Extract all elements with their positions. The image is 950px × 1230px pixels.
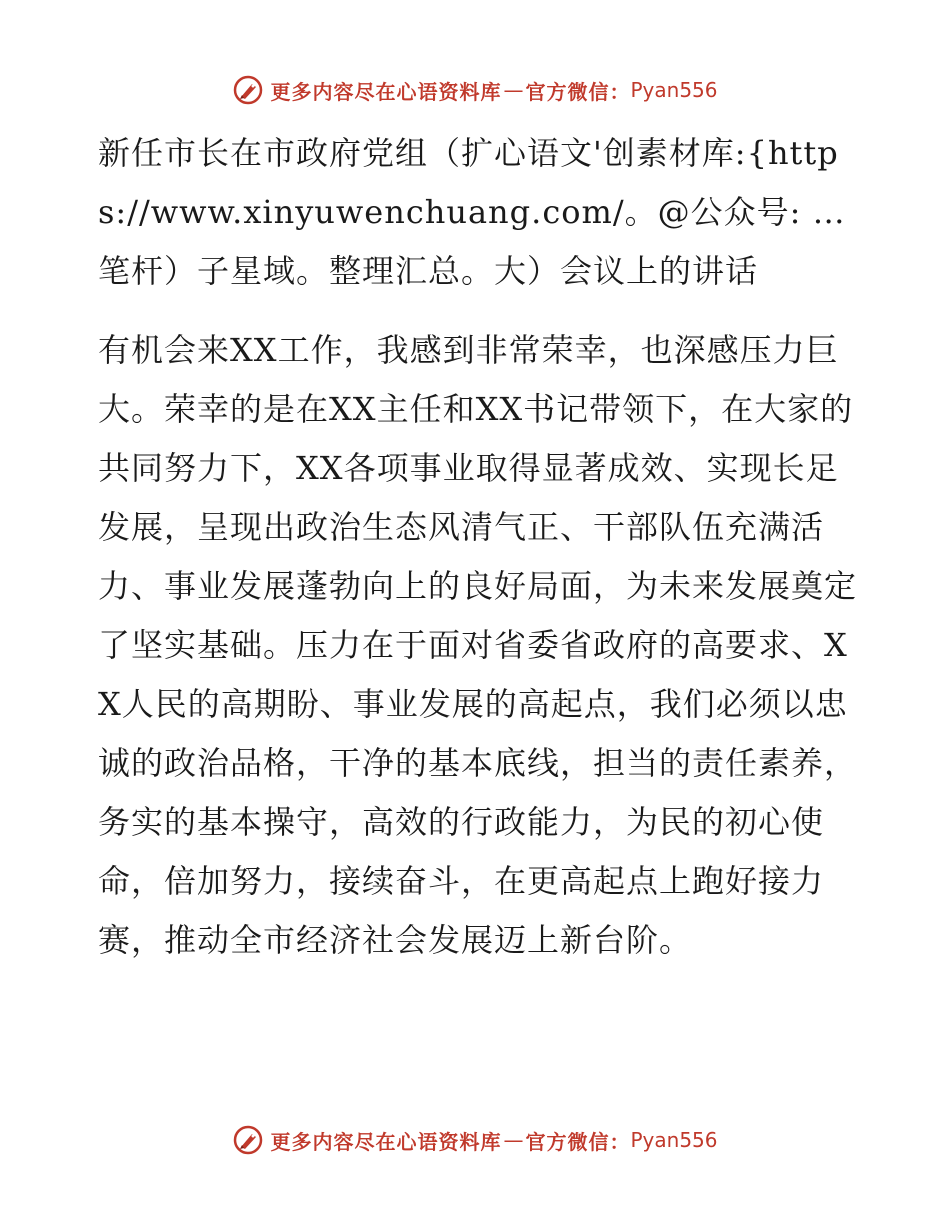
banner-wechat-handle: Pyan556: [630, 78, 718, 102]
banner-wechat-handle: Pyan556: [630, 1128, 718, 1152]
banner-separator: —: [503, 78, 524, 102]
banner-official-label: 官方微信：: [525, 1129, 631, 1154]
banner-separator: —: [503, 1128, 524, 1152]
document-title: 新任市长在市政府党组（扩心语文'创素材库:{https://www.xinyuwenchuang.com/。@公众号: …笔杆）子星域。整理汇总。大）会议上的讲话: [98, 134, 846, 290]
fountain-pen-logo-icon: [232, 1124, 264, 1156]
banner-title: 更多内容尽在心语资料库: [270, 79, 502, 104]
fountain-pen-logo-icon: [232, 74, 264, 106]
banner-title: 更多内容尽在心语资料库: [270, 1129, 502, 1154]
document-paragraph: 有机会来XX工作，我感到非常荣幸，也深感压力巨大。荣幸的是在XX主任和XX书记带领下，在大家的共同努力下，XX各项事业取得显著成效、实现长足发展，呈现出政治生态风清气正、干部队伍充满活力、事业发展蓬勃向上的良好局面，为未来发展奠定了坚实基础。压力在于面对省委省政府的高要求、XX人民的高期盼、事业发展的高起点，我们必须以忠诚的政治品格，干净的基本底线，担当的责任素养，务实的基本操守，高效的行政能力，为民的初心使命，倍加努力，接续奋斗，在更高起点上跑好接力赛，推动全市经济社会发展迈上新台阶。: [98, 331, 858, 959]
document-body: [98, 124, 858, 970]
header-banner: [0, 70, 950, 110]
banner-official-label: 官方微信：: [525, 79, 631, 104]
footer-banner: [0, 1120, 950, 1160]
